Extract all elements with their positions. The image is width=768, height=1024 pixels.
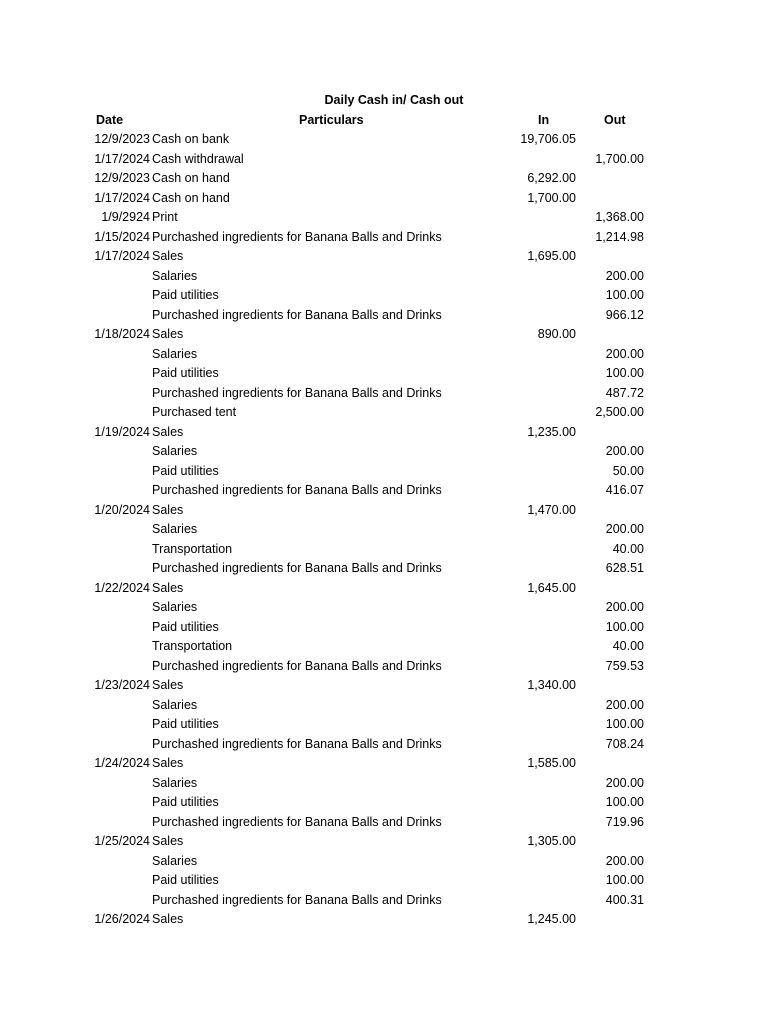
cell-in: 1,305.00 bbox=[527, 834, 576, 848]
table-row bbox=[0, 286, 768, 306]
cell-particulars: Paid utilities bbox=[152, 717, 219, 731]
table-row bbox=[0, 228, 768, 248]
cell-particulars: Print bbox=[152, 210, 178, 224]
cell-out: 100.00 bbox=[605, 619, 644, 634]
table-row bbox=[0, 423, 768, 443]
cell-out: 759.53 bbox=[605, 658, 644, 673]
cell-particulars: Purchashed ingredients for Banana Balls and Drinks bbox=[152, 229, 442, 244]
table-row bbox=[0, 793, 768, 813]
table-row bbox=[0, 169, 768, 189]
cell-out: 416.07 bbox=[605, 483, 644, 497]
table-row bbox=[0, 735, 768, 755]
cell-particulars: Sales bbox=[152, 678, 184, 692]
table-row bbox=[0, 306, 768, 326]
table-row bbox=[0, 637, 768, 657]
table-row bbox=[0, 657, 768, 677]
cell-in: 1,695.00 bbox=[527, 249, 576, 263]
cell-out: 487.72 bbox=[605, 385, 644, 400]
table-row bbox=[0, 345, 768, 365]
cell-particulars: Cash withdrawal bbox=[152, 151, 244, 166]
cell-particulars: Purchashed ingredients for Banana Balls and Drinks bbox=[152, 385, 442, 400]
table-row bbox=[0, 325, 768, 345]
cell-date: 1/22/2024 bbox=[94, 580, 150, 595]
cell-out: 100.00 bbox=[605, 366, 644, 380]
table-row bbox=[0, 871, 768, 891]
cell-in: 19,706.05 bbox=[520, 132, 576, 146]
table-row bbox=[0, 676, 768, 696]
header-particulars: Particulars bbox=[299, 112, 364, 127]
cell-particulars: Purchashed ingredients for Banana Balls and Drinks bbox=[152, 658, 442, 673]
cell-date: 1/18/2024 bbox=[94, 327, 150, 341]
cell-particulars: Sales bbox=[152, 756, 184, 770]
table-row bbox=[0, 520, 768, 540]
cell-out: 2,500.00 bbox=[595, 405, 644, 419]
cell-out: 966.12 bbox=[605, 307, 644, 322]
cell-particulars: Sales bbox=[152, 834, 184, 848]
cell-date: 1/23/2024 bbox=[94, 678, 150, 692]
cell-date: 1/9/2924 bbox=[101, 210, 150, 224]
cell-in: 1,245.00 bbox=[527, 912, 576, 926]
cell-out: 200.00 bbox=[605, 268, 644, 283]
table-row bbox=[0, 696, 768, 716]
table-row bbox=[0, 442, 768, 462]
cell-in: 1,700.00 bbox=[527, 190, 576, 205]
cell-in: 1,235.00 bbox=[527, 424, 576, 439]
cell-date: 12/9/2023 bbox=[94, 132, 150, 146]
cell-in: 1,340.00 bbox=[527, 678, 576, 692]
table-row bbox=[0, 852, 768, 872]
cell-out: 400.31 bbox=[605, 892, 644, 907]
cell-date: 1/15/2024 bbox=[94, 229, 150, 244]
cell-out: 1,214.98 bbox=[595, 229, 644, 244]
cell-out: 719.96 bbox=[605, 814, 644, 829]
table-row bbox=[0, 559, 768, 579]
cell-date: 1/19/2024 bbox=[94, 424, 150, 439]
cell-particulars: Paid utilities bbox=[152, 463, 219, 478]
cell-particulars: Purchashed ingredients for Banana Balls and Drinks bbox=[152, 483, 442, 497]
cell-particulars: Sales bbox=[152, 502, 184, 517]
cell-out: 200.00 bbox=[605, 600, 644, 614]
cell-date: 12/9/2023 bbox=[94, 171, 150, 185]
cell-out: 200.00 bbox=[605, 775, 644, 790]
cell-particulars: Purchashed ingredients for Banana Balls and Drinks bbox=[152, 814, 442, 829]
cell-particulars: Cash on bank bbox=[152, 132, 230, 146]
cell-particulars: Transportation bbox=[152, 541, 233, 556]
cell-particulars: Salaries bbox=[152, 268, 198, 283]
cell-particulars: Purchashed ingredients for Banana Balls and Drinks bbox=[152, 892, 442, 907]
table-row bbox=[0, 208, 768, 228]
cell-out: 100.00 bbox=[605, 795, 644, 809]
cell-date: 1/20/2024 bbox=[94, 502, 150, 517]
header-date: Date bbox=[96, 112, 124, 127]
cell-out: 50.00 bbox=[612, 463, 644, 478]
cell-out: 1,700.00 bbox=[595, 151, 644, 166]
table-row bbox=[0, 247, 768, 267]
cell-particulars: Sales bbox=[152, 424, 184, 439]
table-row bbox=[0, 774, 768, 794]
cell-particulars: Transportation bbox=[152, 639, 233, 653]
cell-particulars: Paid utilities bbox=[152, 619, 219, 634]
table-row bbox=[0, 618, 768, 638]
table-row bbox=[0, 715, 768, 735]
table-row bbox=[0, 540, 768, 560]
cell-particulars: Salaries bbox=[152, 600, 198, 614]
cell-out: 708.24 bbox=[605, 736, 644, 751]
table-row bbox=[0, 364, 768, 384]
cell-particulars: Purchashed ingredients for Banana Balls and Drinks bbox=[152, 561, 442, 575]
cell-particulars: Salaries bbox=[152, 444, 198, 458]
header-out: Out bbox=[604, 112, 626, 127]
cell-date: 1/17/2024 bbox=[94, 190, 150, 205]
cell-out: 200.00 bbox=[605, 522, 644, 536]
cell-particulars: Cash on hand bbox=[152, 171, 230, 185]
cell-particulars: Salaries bbox=[152, 775, 198, 790]
table-row bbox=[0, 501, 768, 521]
table-row bbox=[0, 462, 768, 482]
cell-out: 200.00 bbox=[605, 444, 644, 458]
cell-out: 100.00 bbox=[605, 717, 644, 731]
cell-out: 200.00 bbox=[605, 697, 644, 712]
cell-out: 1,368.00 bbox=[595, 210, 644, 224]
table-row bbox=[0, 598, 768, 618]
cell-particulars: Salaries bbox=[152, 522, 198, 536]
table-body bbox=[0, 130, 768, 930]
cell-particulars: Paid utilities bbox=[152, 288, 219, 302]
cell-out: 40.00 bbox=[612, 639, 644, 653]
cell-particulars: Sales bbox=[152, 912, 184, 926]
cell-particulars: Sales bbox=[152, 327, 184, 341]
cell-date: 1/24/2024 bbox=[94, 756, 150, 770]
cell-in: 6,292.00 bbox=[527, 171, 576, 185]
cell-out: 628.51 bbox=[605, 561, 644, 575]
cell-particulars: Salaries bbox=[152, 853, 198, 868]
cell-in: 1,645.00 bbox=[527, 580, 576, 595]
cell-date: 1/25/2024 bbox=[94, 834, 150, 848]
cell-particulars: Paid utilities bbox=[152, 795, 219, 809]
cell-particulars: Purchashed ingredients for Banana Balls and Drinks bbox=[152, 307, 442, 322]
cell-particulars: Sales bbox=[152, 249, 184, 263]
table-row bbox=[0, 267, 768, 287]
cell-out: 200.00 bbox=[605, 853, 644, 868]
cell-out: 100.00 bbox=[605, 288, 644, 302]
cell-in: 890.00 bbox=[537, 327, 576, 341]
cell-particulars: Salaries bbox=[152, 697, 198, 712]
cell-in: 1,585.00 bbox=[527, 756, 576, 770]
table-row bbox=[0, 579, 768, 599]
table-row bbox=[0, 150, 768, 170]
table-row bbox=[0, 403, 768, 423]
header-in: In bbox=[538, 112, 550, 127]
cell-date: 1/26/2024 bbox=[94, 912, 150, 926]
table-row bbox=[0, 130, 768, 150]
table-row bbox=[0, 481, 768, 501]
table-row bbox=[0, 891, 768, 911]
cell-particulars: Purchased tent bbox=[152, 405, 237, 419]
cell-out: 200.00 bbox=[605, 346, 644, 361]
cell-particulars: Paid utilities bbox=[152, 366, 219, 380]
cell-particulars: Cash on hand bbox=[152, 190, 230, 205]
cell-date: 1/17/2024 bbox=[94, 249, 150, 263]
cell-particulars: Purchashed ingredients for Banana Balls and Drinks bbox=[152, 736, 442, 751]
cell-date: 1/17/2024 bbox=[94, 151, 150, 166]
sheet-title: Daily Cash in/ Cash out bbox=[324, 93, 464, 107]
table-row bbox=[0, 813, 768, 833]
table-row bbox=[0, 910, 768, 930]
table-row bbox=[0, 384, 768, 404]
cell-in: 1,470.00 bbox=[527, 502, 576, 517]
cell-particulars: Salaries bbox=[152, 346, 198, 361]
cell-particulars: Sales bbox=[152, 580, 184, 595]
table-row bbox=[0, 754, 768, 774]
table-header bbox=[0, 111, 768, 131]
cell-out: 100.00 bbox=[605, 873, 644, 887]
table-row bbox=[0, 189, 768, 209]
cell-out: 40.00 bbox=[612, 541, 644, 556]
cell-particulars: Paid utilities bbox=[152, 873, 219, 887]
table-row bbox=[0, 832, 768, 852]
